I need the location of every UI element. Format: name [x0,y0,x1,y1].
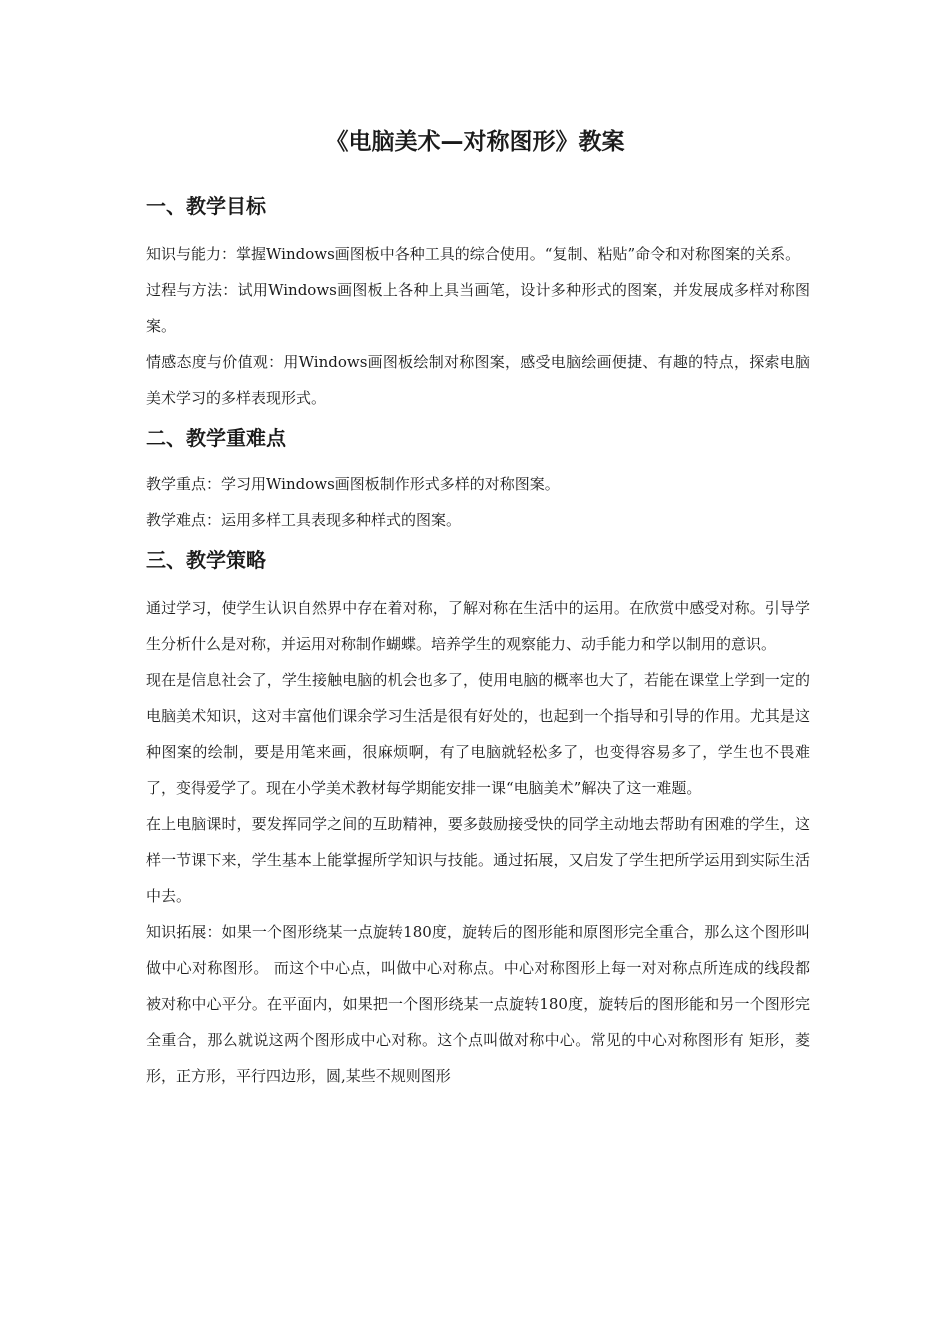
paragraph-difficult-point: 教学难点：运用多样工具表现多种样式的图案。 [146,511,462,529]
section-key-points [146,424,810,538]
section-heading: 三、教学策略 [146,548,266,572]
paragraph-knowledge-ability: 知识与能力：掌握Windows画图板中各种工具的综合使用。“复制、粘贴”命令和对称图案的关系。 [146,245,801,263]
section-teaching-strategy [146,546,810,1094]
section-heading: 二、教学重难点 [146,426,286,450]
paragraph-strategy-3: 在上电脑课时，要发挥同学之间的互助精神，要多鼓励接受快的同学主动地去帮助有困难的学生，这样一节课下来，学生基本上能掌握所学知识与技能。通过拓展，又启发了学生把所学运用到实际生活中去。 [146,815,810,905]
document-title: 《电脑美术—对称图形》教案 [325,129,625,155]
paragraph-knowledge-extension: 知识拓展：如果一个图形绕某一点旋转180度，旋转后的图形能和原图形完全重合，那么这个图形叫做中心对称图形。 而这个中心点，叫做中心对称点。中心对称图形上每一对对称点所连成的线段都被对称中心平分。在平面内，如果把一个图形绕某一点旋转180度，旋转后的图形能和另一个图形完全重合，那么就说这两个图形成中心对称。这个点叫做对称中心。常见的中心对称图形有 矩形，菱形，正方形，平行四边形，圆,某些不规则图形 [146,923,810,1085]
paragraph-strategy-2: 现在是信息社会了，学生接触电脑的机会也多了，使用电脑的概率也大了，若能在课堂上学到一定的电脑美术知识，这对丰富他们课余学习生活是很有好处的，也起到一个指导和引导的作用。尤其是这种图案的绘制，要是用笔来画，很麻烦啊，有了电脑就轻松多了，也变得容易多了，学生也不畏难了，变得爱学了。现在小学美术教材每学期能安排一课“电脑美术”解决了这一难题。 [146,671,810,797]
paragraph-key-point: 教学重点：学习用Windows画图板制作形式多样的对称图案。 [146,475,560,493]
section-heading: 一、教学目标 [146,194,266,218]
paragraph-strategy-1: 通过学习，使学生认识自然界中存在着对称，了解对称在生活中的运用。在欣赏中感受对称。引导学生分析什么是对称，并运用对称制作蝴蝶。培养学生的观察能力、动手能力和学以制用的意识。 [146,599,810,653]
document-body [146,192,810,1102]
paragraph-emotion-values: 情感态度与价值观：用Windows画图板绘制对称图案，感受电脑绘画便捷、有趣的特点，探索电脑美术学习的多样表现形式。 [146,353,810,407]
paragraph-process-method: 过程与方法：试用Windows画图板上各种上具当画笔，设计多种形式的图案，并发展成多样对称图案。 [146,281,810,335]
section-teaching-objectives [146,192,810,416]
